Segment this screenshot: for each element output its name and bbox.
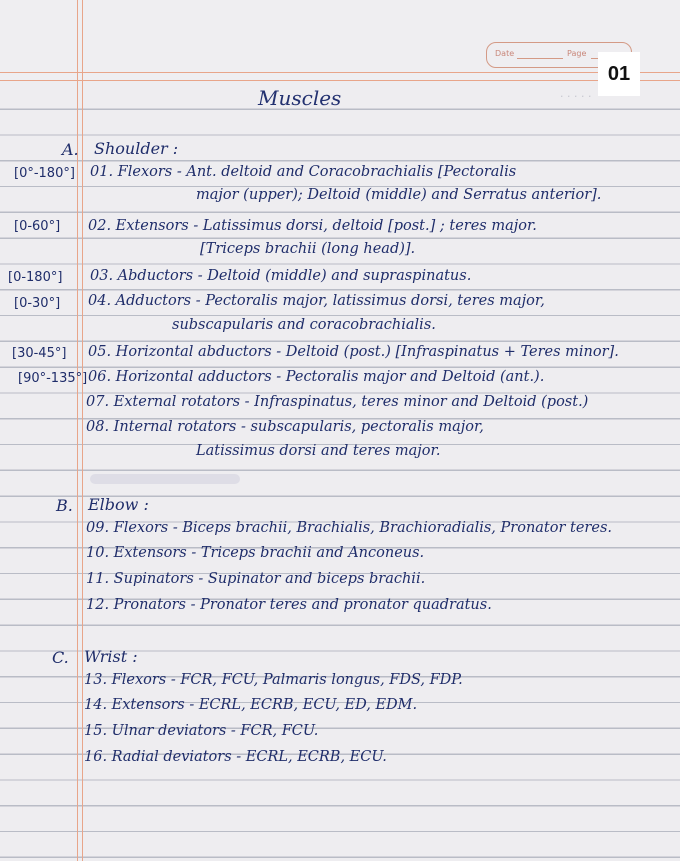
entry-line: 10. Extensors - Triceps brachii and Anconeus. xyxy=(86,545,425,561)
entry-line: 02. Extensors - Latissimus dorsi, deltoid [post.] ; teres major. xyxy=(88,218,537,234)
entry-line: 12. Pronators - Pronator teres and pronator quadratus. xyxy=(86,597,492,613)
entry-line: 01. Flexors - Ant. deltoid and Coracobrachialis [Pectoralis xyxy=(90,164,517,180)
section-heading-shoulder: Shoulder : xyxy=(94,139,179,158)
range-label: [90°-135°] xyxy=(18,371,88,386)
header-rule-top xyxy=(0,72,680,73)
range-label: [0-60°] xyxy=(14,219,61,234)
entry-line: 09. Flexors - Biceps brachii, Brachialis, Brachioradialis, Pronator teres. xyxy=(86,520,612,536)
page-label: Page xyxy=(567,49,587,58)
entry-line: 05. Horizontal abductors - Deltoid (post.) [Infraspinatus + Teres minor]. xyxy=(88,344,619,360)
date-label: Date xyxy=(495,49,515,58)
entry-line: 06. Horizontal adductors - Pectoralis major and Deltoid (ant.). xyxy=(88,369,545,385)
entry-line: 15. Ulnar deviators - FCR, FCU. xyxy=(84,723,319,739)
header-rule-bottom xyxy=(0,80,680,81)
entry-line: 03. Abductors - Deltoid (middle) and supraspinatus. xyxy=(90,268,472,284)
entry-line: 16. Radial deviators - ECRL, ECRB, ECU. xyxy=(84,749,387,765)
range-label: [0-180°] xyxy=(8,270,63,285)
range-label: [0°-180°] xyxy=(14,166,75,181)
entry-line: 08. Internal rotators - subscapularis, pectoralis major, xyxy=(86,419,484,435)
range-label: [30-45°] xyxy=(12,346,67,361)
entry-line: subscapularis and coracobrachialis. xyxy=(172,317,436,333)
entry-line: [Triceps brachii (long head)]. xyxy=(200,241,416,257)
section-letter-wrist: C. xyxy=(52,648,69,667)
date-line xyxy=(517,58,563,59)
entry-line: 13. Flexors - FCR, FCU, Palmaris longus, FDS, FDP. xyxy=(84,672,463,688)
range-label: [0-30°] xyxy=(14,296,61,311)
entry-line: 07. External rotators - Infraspinatus, teres minor and Deltoid (post.) xyxy=(86,394,589,410)
section-heading-wrist: Wrist : xyxy=(84,647,138,666)
page-header-band xyxy=(0,0,680,80)
margin-line-left xyxy=(77,0,78,861)
entry-line: Latissimus dorsi and teres major. xyxy=(196,443,441,459)
page-number: 01 xyxy=(598,52,640,96)
section-letter-shoulder: A. xyxy=(62,140,79,159)
smudge xyxy=(90,474,240,484)
entry-line: 11. Supinators - Supinator and biceps brachii. xyxy=(86,571,426,587)
page-title: Muscles xyxy=(258,86,342,110)
entry-line: 04. Adductors - Pectoralis major, latissimus dorsi, teres major, xyxy=(88,293,545,309)
section-letter-elbow: B. xyxy=(56,496,73,515)
section-heading-elbow: Elbow : xyxy=(88,495,149,514)
entry-line: major (upper); Deltoid (middle) and Serratus anterior]. xyxy=(196,187,602,203)
bleed-through-text: · · · · · xyxy=(560,90,592,103)
entry-line: 14. Extensors - ECRL, ECRB, ECU, ED, EDM. xyxy=(84,697,418,713)
